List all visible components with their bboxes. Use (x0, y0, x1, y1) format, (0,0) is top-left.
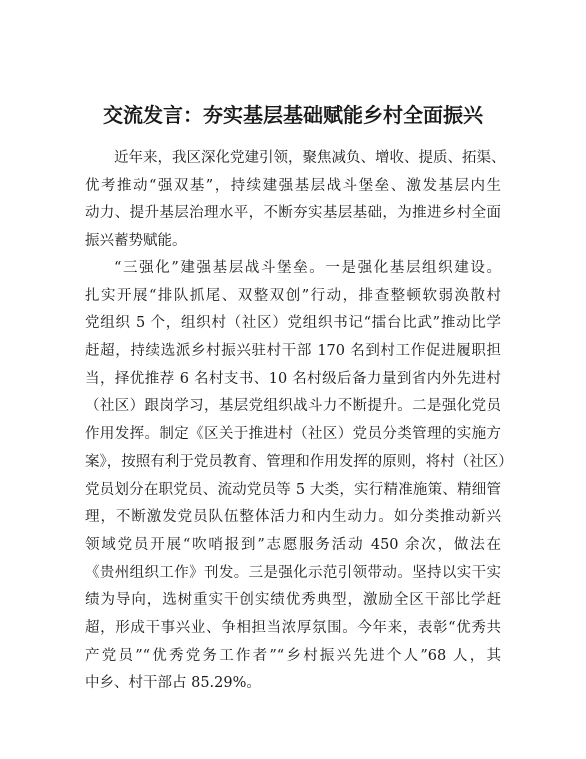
paragraph-2-line: 作用发挥。制定《区关于推进村（社区）党员分类管理的实施方 (85, 426, 501, 443)
paragraph-2 (85, 255, 513, 698)
paragraph-2-line: 产党员”“优秀党务工作者”“乡村振兴先进个人”68 人，其 (85, 647, 501, 664)
paragraph-2-line: 党组织 5 个，组织村（社区）党组织书记“擂台比武”推动比学 (85, 315, 501, 332)
paragraph-2-line: 超，形成干事兴业、争相担当浓厚氛围。今年来，表彰“优秀共 (85, 619, 501, 636)
paragraph-2-line: “三强化”建强基层战斗堡垒。一是强化基层组织建设。 (114, 260, 501, 276)
paragraph-1-line: 优考推动“强双基”，持续建强基层战斗堡垒、激发基层内生 (85, 177, 501, 194)
paragraph-1 (85, 145, 506, 256)
paragraph-2-line: （社区）跟岗学习，基层党组织战斗力不断提升。二是强化党员 (85, 398, 501, 415)
paragraph-2-line: 《贵州组织工作》刊发。三是强化示范引领带动。坚持以实干实 (85, 564, 501, 581)
paragraph-2-line: 扎实开展“排队抓尾、双整双创”行动，排查整顿软弱涣散村 (85, 287, 501, 304)
paragraph-2-line: 党员划分在职党员、流动党员等 5 大类，实行精准施策、精细管 (85, 481, 501, 498)
paragraph-2-line: 当，择优推荐 6 名村支书、10 名村级后备力量到省内外先进村 (85, 370, 501, 387)
paragraph-2-line: 案》，按照有利于党员教育、管理和作用发挥的原则，将村（社区） (85, 453, 513, 470)
paragraph-2-line: 绩为导向，选树重实干创实绩优秀典型，激励全区干部比学赶 (85, 592, 501, 609)
paragraph-1-line: 振兴蓄势赋能。 (85, 233, 187, 250)
paragraph-2-line: 理，不断激发党员队伍整体活力和内生动力。如分类推动新兴 (85, 509, 501, 526)
paragraph-2-line: 赶超，持续选派乡村振兴驻村干部 170 名到村工作促进履职担 (85, 343, 501, 360)
paragraph-2-line: 领域党员开展“吹哨报到”志愿服务活动 450 余次，做法在 (85, 536, 501, 553)
document-title: 交流发言：夯实基层基础赋能乡村全面振兴 (103, 103, 483, 127)
paragraph-1-line: 近年来，我区深化党建引领，聚焦减负、增收、提质、拓渠、 (114, 150, 506, 166)
paragraph-2-line: 中乡、村干部占 85.29%。 (85, 675, 261, 692)
paragraph-1-line: 动力、提升基层治理水平，不断夯实基层基础，为推进乡村全面 (85, 205, 501, 222)
